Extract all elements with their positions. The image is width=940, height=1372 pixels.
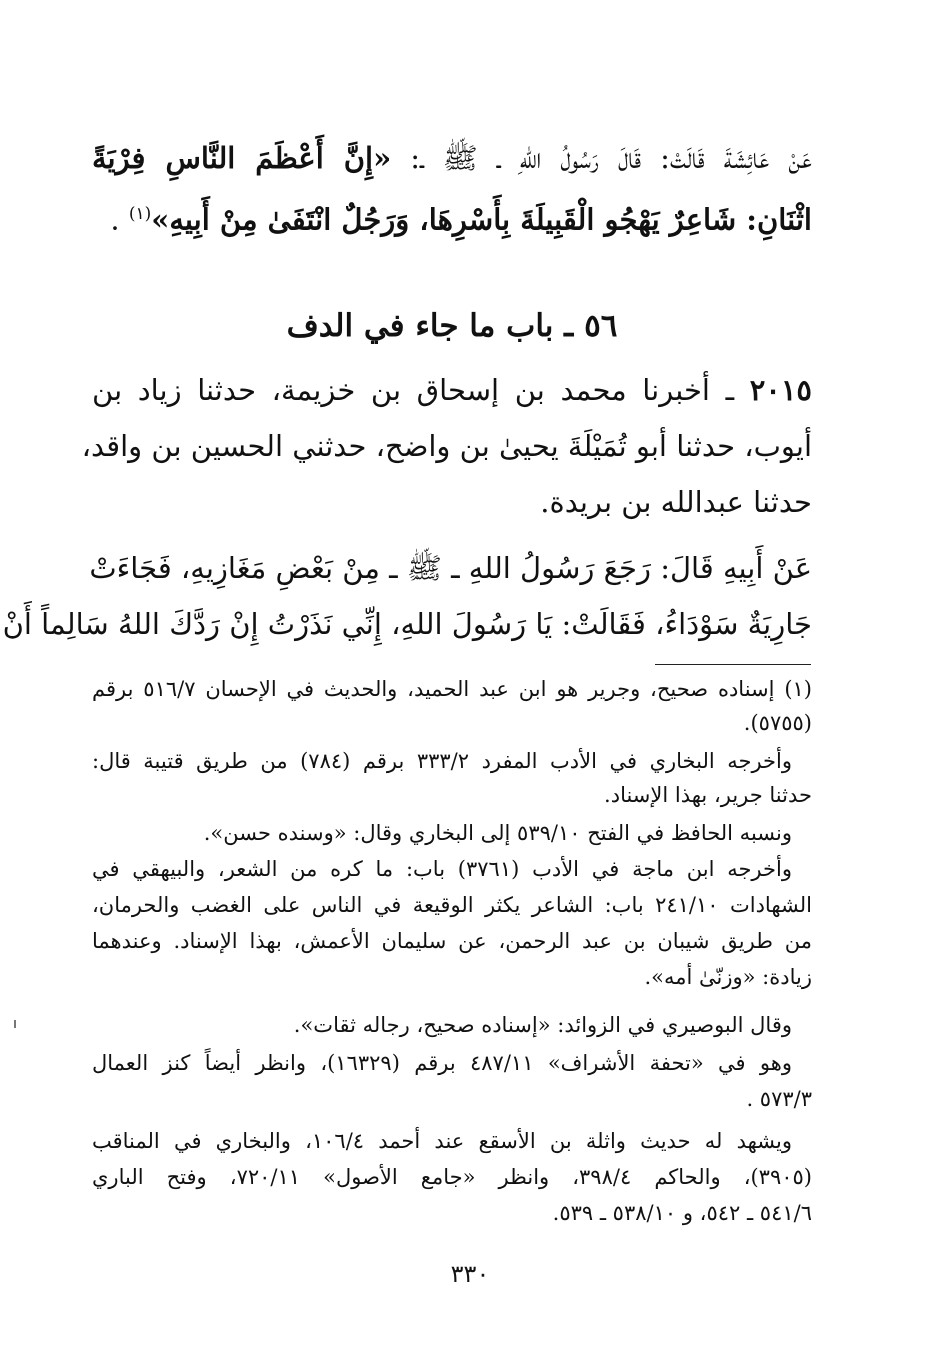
footnote-line: (٣٩٠٥)، والحاكم ٣٩٨/٤، وانظر «جامع الأصول» ٧٢٠/١١، وفتح الباري xyxy=(92,1165,812,1189)
hadith-text-line xyxy=(92,186,812,242)
hadith-matn-line: جَارِيَةٌ سَوْدَاءُ، فَقَالَتْ: يَا رَسُولَ اللهِ، إِنِّي نَذَرْتُ إِنْ رَدَّكَ اللهُ سَالِماً أَنْ xyxy=(2,607,812,641)
hadith-isnad-line: أيوب، حدثنا أبو تُمَيْلَةَ يحيىٰ بن واضح، حدثني الحسين بن واقد، xyxy=(81,429,812,463)
footnote-line: ٥٧٣/٣ . xyxy=(746,1087,812,1111)
footnote-line: (١) إسناده صحيح، وجرير هو ابن عبد الحميد، والحديث في الإحسان ٥١٦/٧ برقم xyxy=(92,677,812,701)
sentence-end: . xyxy=(110,202,129,237)
footnote-reference: (١) xyxy=(128,204,152,224)
hadith-matn-bold: «إِنَّ أَعْظَمَ النَّاسِ فِرْيَةً xyxy=(92,141,392,175)
chapter-heading: ٥٦ ـ باب ما جاء في الدف xyxy=(286,308,618,344)
hadith-isnad-line: حدثنا عبدالله بن بريدة. xyxy=(540,485,812,519)
footnote-line: من طريق شيبان بن عبد الرحمن، عن سليمان الأعمش، بهذا الإسناد. وعندهما xyxy=(92,929,812,953)
footnote-line: وأخرجه ابن ماجة في الأدب (٣٧٦١) باب: ما كره من الشعر، والبيهقي في xyxy=(92,857,792,881)
hadith-chain-text: عَنْ عَائِشَةَ قَالَتْ: قَالَ رَسُولُ اللهِ ـ ﷺ ـ: xyxy=(391,141,812,175)
hadith-isnad-text: ـ أخبرنا محمد بن إسحاق بن خزيمة، حدثنا زياد بن xyxy=(92,373,750,407)
margin-mark xyxy=(14,1020,16,1028)
footnote-line: ونسبه الحافظ في الفتح ٥٣٩/١٠ إلى البخاري وقال: «وسنده حسن». xyxy=(203,821,792,845)
footnote-line: وقال البوصيري في الزوائد: «إسناده صحيح، رجاله ثقات». xyxy=(293,1013,792,1037)
hadith-matn-line: عَنْ أَبِيهِ قَالَ: رَجَعَ رَسُولُ اللهِ ـ ﷺ ـ مِنْ بَعْضِ مَغَازِيهِ، فَجَاءَتْ xyxy=(89,551,812,585)
footnote-line: وأخرجه البخاري في الأدب المفرد ٣٣٣/٢ برقم (٧٨٤) من طريق قتيبة قال: xyxy=(92,749,792,773)
hadith-matn-bold: اثْنَانِ: شَاعِرٌ يَهْجُو الْقَبِيلَةَ بِأَسْرِهَا، وَرَجُلٌ انْتَفَىٰ مِنْ أَبِيهِ» xyxy=(151,202,812,237)
footnote-separator xyxy=(655,664,811,665)
footnote-line: زيادة: «وزنّىٰ أمه». xyxy=(644,965,812,989)
hadith-number: ٢٠١٥ xyxy=(749,373,812,407)
footnote-line: حدثنا جرير، بهذا الإسناد. xyxy=(604,783,812,807)
footnote-line: وهو في «تحفة الأشراف» ٤٨٧/١١ برقم (١٦٣٢٩)، وانظر أيضاً كنز العمال xyxy=(92,1051,792,1075)
footnote-line: الشهادات ٢٤١/١٠ باب: الشاعر يكثر الوقيعة في الناس على الغضب والحرمان، xyxy=(92,893,812,917)
hadith-text-line xyxy=(92,130,812,186)
hadith-isnad-line xyxy=(92,362,812,418)
footnote-line: (٥٧٥٥). xyxy=(743,711,812,735)
page-number: ٣٣٠ xyxy=(450,1260,490,1288)
footnote-line: ويشهد له حديث واثلة بن الأسقع عند أحمد ١٠٦/٤، والبخاري في المناقب xyxy=(92,1129,793,1153)
footnote-line: ٥٤١/٦ ـ ٥٤٢، و ٥٣٨/١٠ ـ ٥٣٩. xyxy=(552,1201,812,1225)
